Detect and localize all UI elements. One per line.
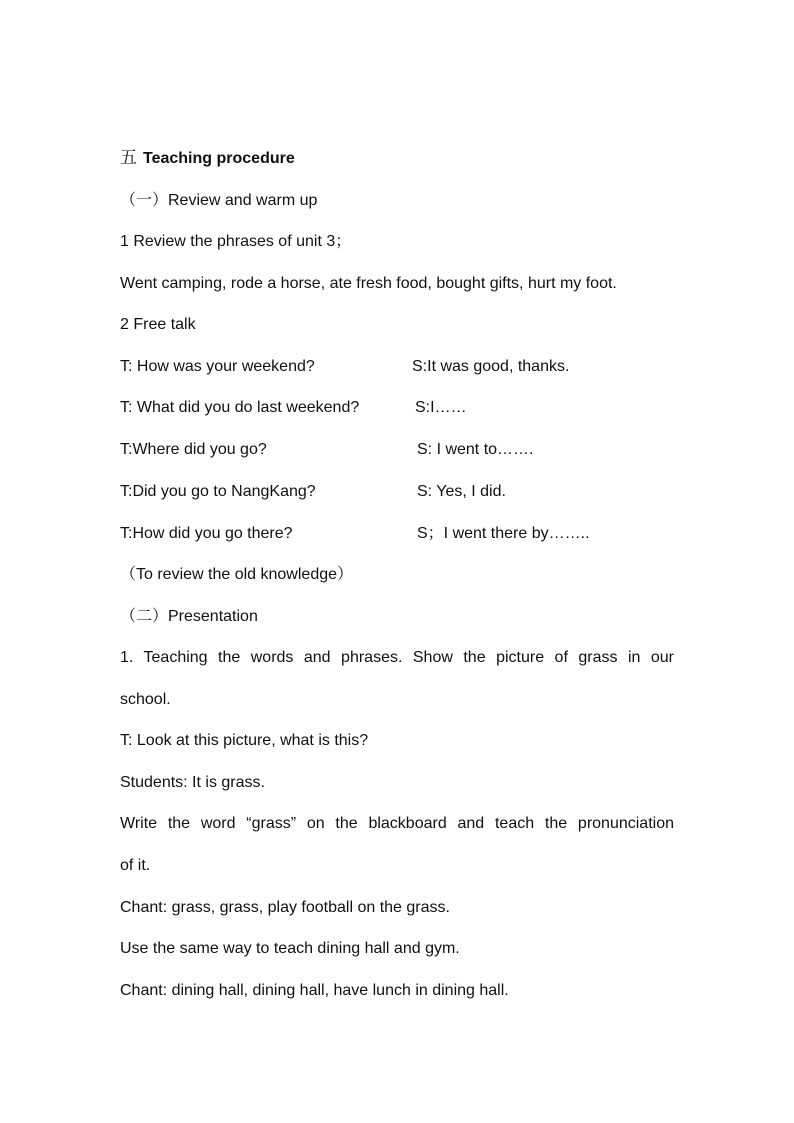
chant-grass: Chant: grass, grass, play football on the grass.	[120, 899, 450, 916]
section-heading	[120, 148, 295, 169]
part1-heading: （一）Review and warm up	[120, 192, 318, 209]
chant-dining-hall: Chant: dining hall, dining hall, have lunch in dining hall.	[120, 982, 509, 999]
write-line2: of it.	[120, 857, 151, 874]
review-title: 1 Review the phrases of unit 3；	[120, 233, 352, 250]
write-line1: Write the word “grass” on the blackboard and teach the pronunciation	[120, 815, 674, 832]
review-phrases: Went camping, rode a horse, ate fresh food, bought gifts, hurt my foot.	[120, 275, 617, 292]
same-way-line: Use the same way to teach dining hall and gym.	[120, 940, 460, 957]
student-line: S: I went to…….	[417, 441, 534, 458]
teacher-line: T: What did you do last weekend?	[120, 399, 360, 416]
section-title: Teaching procedure	[143, 150, 295, 167]
teacher-line: T: How was your weekend?	[120, 358, 315, 375]
teacher-line: T:How did you go there?	[120, 525, 293, 542]
step1-line2: school.	[120, 691, 171, 708]
free-talk-title: 2 Free talk	[120, 316, 196, 333]
student-line: S:I……	[415, 399, 467, 416]
step1-line1: 1. Teaching the words and phrases. Show the picture of grass in our	[120, 649, 674, 666]
teacher-question: T: Look at this picture, what is this?	[120, 732, 369, 749]
review-purpose: （To review the old knowledge）	[120, 566, 354, 583]
teacher-line: T:Did you go to NangKang?	[120, 483, 316, 500]
teacher-line: T:Where did you go?	[120, 441, 267, 458]
student-line: S: Yes, I did.	[417, 483, 506, 500]
student-line: S:It was good, thanks.	[412, 358, 570, 375]
section-number: 五	[120, 148, 137, 168]
part2-heading: （二）Presentation	[120, 608, 258, 625]
students-answer: Students: It is grass.	[120, 774, 265, 791]
student-line: S；I went there by……..	[417, 525, 590, 542]
